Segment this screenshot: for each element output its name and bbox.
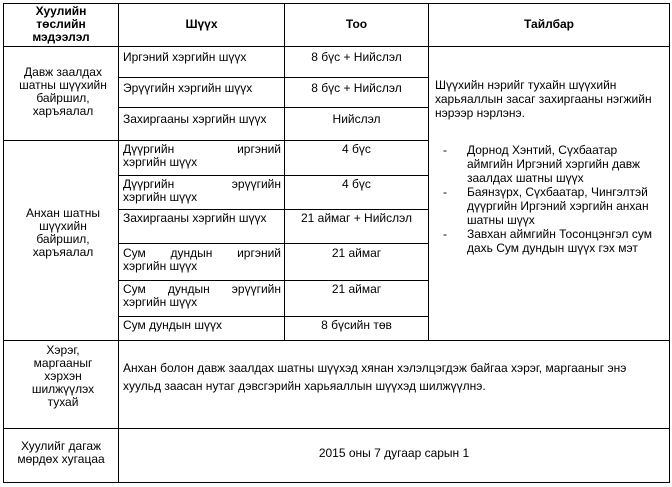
note-intro: Шүүхийн нэрийг тухайн шүүхийн харьяаллын засаг захиргааны нэгжийн нэрээр нэрлэнэ. (435, 78, 652, 120)
header-note-label: Тайлбар (524, 17, 574, 31)
first-court-district-civil: Дүүргийн иргэний хэргийн шүүх (123, 142, 281, 169)
first-instance-section-label: Анхан шатны шүүхийн байршил, харъяалал (26, 206, 100, 259)
effective-date: 2015 оны 7 дугаар сарын 1 (318, 446, 470, 460)
first-count-district-civil: 4 бүс (342, 142, 371, 156)
header-info-label: Хуулийн төслийн мэдээлэл (32, 4, 90, 44)
effective-label: Хуулийг дагаж мөрдөх хугацаа (17, 439, 105, 466)
first-count-admin: 21 аймаг + Нийслэл (301, 211, 412, 225)
list-item: - Баянзүрх, Сүхбаатар, Чингэлтэй дүүргийн Иргэний хэргийн анхан шатны шүүх (443, 185, 649, 227)
first-count-inter-soum-civil: 21 аймаг (331, 246, 382, 260)
list-item: - Дорнод Хэнтий, Сүхбаатар аймгийн Иргэний хэргийн давж заалдах шатны шүүх (443, 143, 641, 185)
transfer-text: Анхан болон давж заалдах шатны шүүхэд хянан хэлэлцэгдэж байгаа хэрэг, маргааныг энэ хуульд заасан нутаг дэвсгэрийн харьяаллын шүүхэд шилжүүлнэ. (123, 361, 627, 393)
note-examples-list (435, 143, 665, 255)
first-court-inter-soum-civil: Сум дундын иргэний хэргийн шүүх (123, 246, 281, 273)
appeal-court-civil: Иргэний хэргийн шүүх (123, 50, 247, 64)
appeal-section-label: Давж заалдах шатны шүүхийн байршил, харъяалал (19, 65, 107, 118)
first-count-inter-soum-criminal: 21 аймаг (331, 282, 382, 296)
appeal-court-criminal: Эрүүгийн хэргийн шүүх (123, 81, 253, 95)
header-court-label: Шүүх (185, 17, 218, 31)
list-item: - Завхан аймгийн Тосонцэнгэл сум дахь Сум дундын шүүх гэх мэт (443, 227, 652, 255)
header-count-label: Тоо (345, 17, 368, 31)
first-court-inter-soum-criminal: Сум дундын эрүүгийн хэргийн шүүх (123, 282, 281, 309)
appeal-court-admin: Захиргааны хэргийн шүүх (123, 112, 267, 126)
first-court-admin: Захиргааны хэргийн шүүх (123, 211, 267, 225)
first-court-district-criminal: Дүүргийн эрүүгийн хэргийн шүүх (123, 177, 281, 204)
first-court-inter-soum: Сум дундын шүүх (123, 318, 222, 332)
transfer-label: Хэрэг, маргааныг хэрхэн шилжүүлэх тухай (31, 343, 95, 409)
appeal-count-criminal: 8 бүс + Нийслэл (311, 81, 402, 95)
first-count-district-criminal: 4 бүс (342, 177, 371, 191)
appeal-count-admin: Нийслэл (332, 112, 381, 126)
first-count-inter-soum: 8 бүсийн төв (321, 318, 392, 332)
appeal-count-civil: 8 бүс + Нийслэл (311, 50, 402, 64)
